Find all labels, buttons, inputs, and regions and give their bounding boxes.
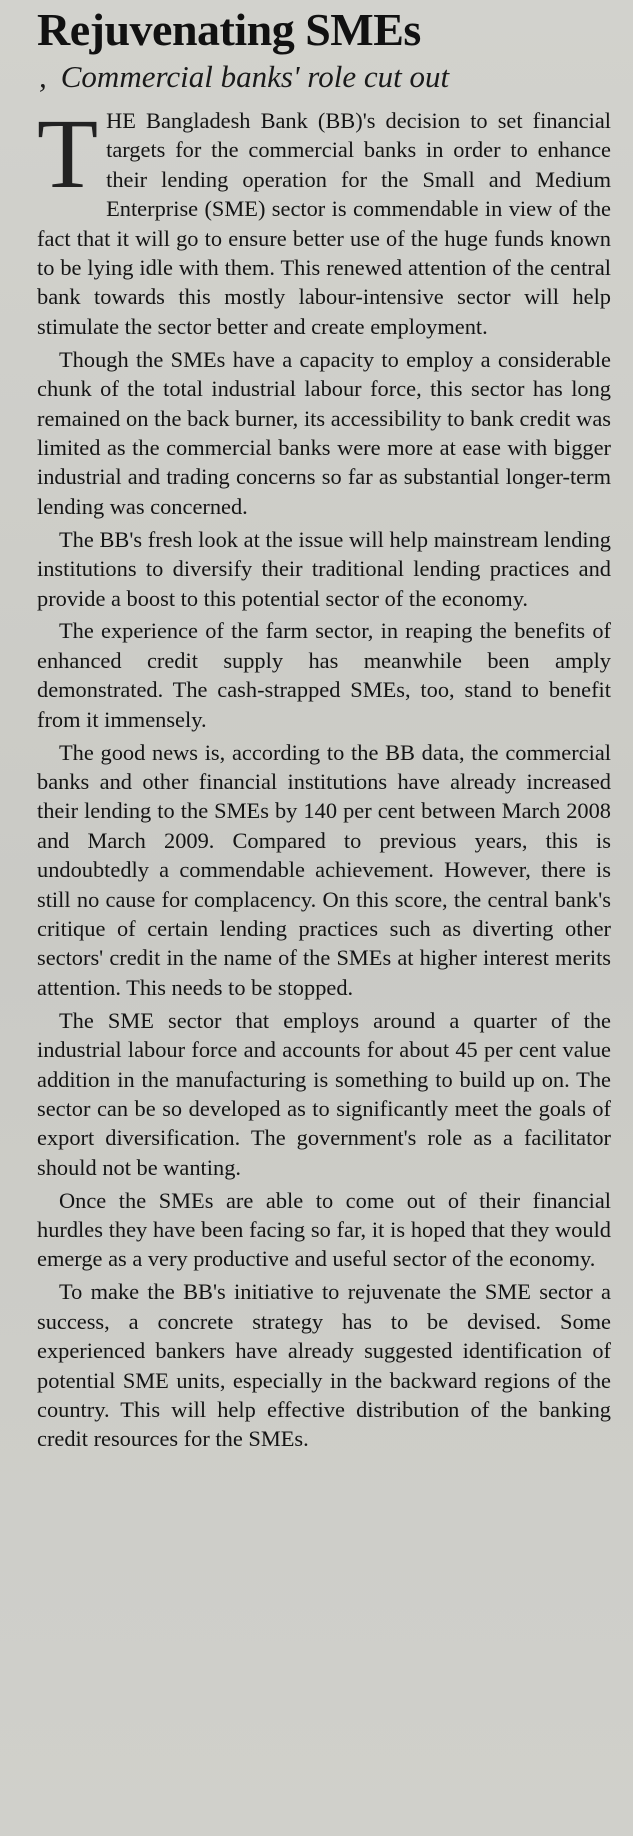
paragraph-2: Though the SMEs have a capacity to employ a considerable chunk of the total industrial labour force, this sector has long remained on the back burner, its accessibility to bank credit was limited as the commercial banks were more at ease with bigger industrial and trading concerns so far as substantial longer-term lending was concerned. <box>37 346 611 519</box>
paragraph-3: The BB's fresh look at the issue will help mainstream lending institutions to diversify their traditional lending practices and provide a boost to this potential sector of the economy. <box>37 526 611 611</box>
paragraph-8: To make the BB's initiative to rejuvenate the SME sector a success, a concrete strategy has to be devised. Some experienced bankers have already suggested identification of potential SME units, especially in the backward regions of the country. This will help effective distribution of the banking credit resources for the SMEs. <box>37 1279 611 1452</box>
paragraph-5: The good news is, according to the BB data, the commercial banks and other financial institutions have already increased their lending to the SMEs by 140 per cent between March 2008 and March 2009. Compared to previous years, this is undoubtedly a commendable achievement. However, there is still no cause for complacency. On this score, the central bank's critique of certain lending practices such as diverting other sectors' credit in the name of the SMEs at higher interest merits attention. This needs to be stopped. <box>37 739 611 1000</box>
headline: Rejuvenating SMEs <box>37 4 421 55</box>
drop-cap: T <box>37 98 99 209</box>
paragraph-4: The experience of the farm sector, in reaping the benefits of enhanced credit supply has meanwhile been amply demonstrated. The cash-strapped SMEs, too, stand to benefit from it immensely. <box>37 618 611 732</box>
paragraph-7: Once the SMEs are able to come out of their financial hurdles they have been facing so far, it is hoped that they would emerge as a very productive and useful sector of the economy. <box>37 1187 611 1272</box>
paragraph-6: The SME sector that employs around a quarter of the industrial labour force and accounts for about 45 per cent value addition in the manufacturing is something to build up on. The sector can be so developed as to significantly meet the goals of export diversification. The government's role as a facilitator should not be wanting. <box>37 1007 611 1180</box>
paragraph-1 <box>37 98 611 341</box>
subheadline-row <box>39 60 611 94</box>
subheadline: Commercial banks' role cut out <box>60 59 450 94</box>
kicker-mark: , <box>39 59 47 94</box>
article-body <box>37 98 611 1454</box>
paragraph-1-text: HE Bangladesh Bank (BB)'s decision to set financial targets for the commercial banks in order to enhance their lending operation for the Small and Medium Enterprise (SME) sector is commendable in view of the fact that it will go to ensure better use of the huge funds known to be lying idle with them. This renewed attention of the central bank towards this mostly labour-intensive sector will help stimulate the sector better and create employment. <box>37 108 611 339</box>
